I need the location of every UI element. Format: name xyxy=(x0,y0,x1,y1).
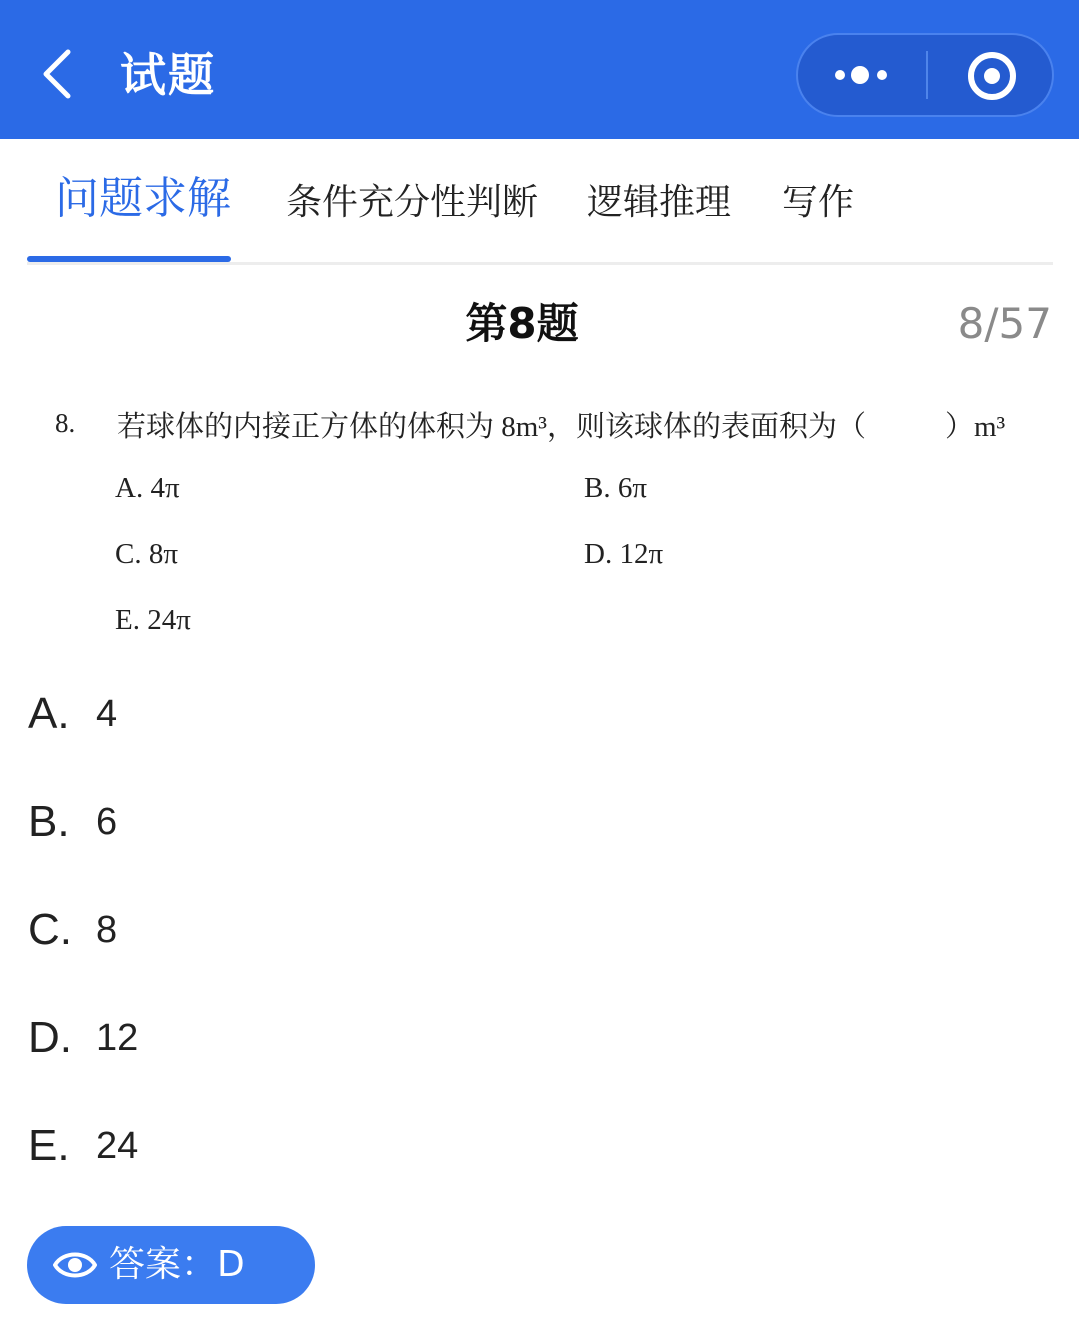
image-option: C. 8π xyxy=(115,538,178,570)
option-c[interactable]: C. 8 xyxy=(28,905,118,954)
back-button[interactable] xyxy=(32,42,92,106)
page-title: 试题 xyxy=(120,48,216,102)
category-tabs xyxy=(27,139,1053,265)
more-dots-icon xyxy=(798,35,926,115)
option-a[interactable]: A. 4 xyxy=(28,689,118,738)
header-bar xyxy=(0,0,1079,139)
show-answer-button[interactable] xyxy=(27,1226,315,1304)
question-stem: 若球体的内接正方体的体积为 8m³，则该球体的表面积为（ xyxy=(117,411,867,443)
close-button[interactable] xyxy=(928,35,1054,115)
question-image xyxy=(55,396,1045,646)
answer-label: 答案：D xyxy=(109,1244,245,1285)
question-progress: 8/57 xyxy=(957,299,1052,348)
image-option: D. 12π xyxy=(584,538,664,570)
option-b[interactable]: B. 6 xyxy=(28,797,118,846)
tab-logic[interactable]: 逻辑推理 xyxy=(587,182,732,223)
tab-sufficiency[interactable]: 条件充分性判断 xyxy=(286,182,539,223)
target-close-icon xyxy=(928,35,1054,115)
question-number: 8. xyxy=(55,408,76,438)
active-tab-indicator xyxy=(27,256,231,262)
question-stem-end: ）m³ xyxy=(945,411,1006,443)
eye-icon xyxy=(53,1248,97,1282)
more-button[interactable] xyxy=(798,35,926,115)
option-e[interactable]: E. 24 xyxy=(28,1121,139,1170)
image-option: A. 4π xyxy=(115,472,180,504)
chevron-left-icon xyxy=(32,42,92,106)
tab-problem-solving[interactable]: 问题求解 xyxy=(55,173,231,224)
option-d[interactable]: D. 12 xyxy=(28,1013,139,1062)
image-option: B. 6π xyxy=(584,472,647,504)
tab-writing[interactable]: 写作 xyxy=(782,182,855,223)
image-option: E. 24π xyxy=(115,604,191,636)
mini-program-capsule xyxy=(796,33,1054,117)
question-title: 第8题 xyxy=(465,299,579,348)
